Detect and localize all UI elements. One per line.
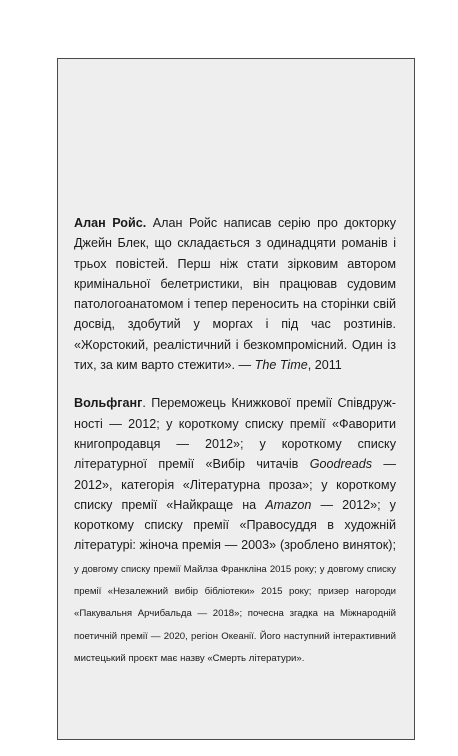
quote-year: , 2011 (307, 358, 342, 373)
author-bio-small-text: у довгому списку премії Майлза Франкліна 2015 року; у довгому списку премії «Незалежний вибір бібліотеки» 2015 року; призер нагороди «Пакувальня Арчибальда — 2018»; почесна згадка на Міжнародній поетичній премії — 2020, регіон Океанії. Його наступний інтерактивний мистецький проєкт має назву «Смерть літератури». (74, 563, 396, 664)
author-bio-text: — 2012», категорія «Літературна проза»; у короткому списку премії «Найкраще на (74, 457, 396, 512)
quote-source: The Time (254, 358, 308, 373)
author-bio-text: Алан Ройс написав серію про докторку Джейн Блек, що складається з одинадцяти романів і трьох повістей. Перш ніж стати зірковим автором кримінальної белетристики, він працював судовим патологоанатомом і тепер переносить на сторінки свій досвід, здобутий у моргах і під час розтинів. «Жорстокий, реалістичний і безкомпромісний. Один із тих, за ким варто стежити». — (74, 216, 396, 373)
author-bio-text: — 2012»; у короткому списку премії «Правосуддя в художній літературі: жіноча премія — 2003» (зроблено виняток); (74, 497, 396, 553)
author-info-panel (57, 58, 415, 740)
author-bio-text: . Переможець Книжкової премії Співдружності — 2012; у короткому списку премії «Фаворити книгопродавця — 2012»; у короткому списку літературної премії «Вибір читачів (74, 396, 396, 472)
goodreads-name: Goodreads (309, 457, 373, 472)
author-name-alan-royce: Алан Ройс. (74, 216, 147, 230)
author-bio-alan-royce (74, 213, 396, 375)
amazon-name: Amazon (265, 497, 312, 512)
author-name-wolfgang: Вольфганг (74, 396, 143, 411)
panel-content (74, 213, 396, 669)
author-bio-wolfgang (74, 393, 396, 669)
